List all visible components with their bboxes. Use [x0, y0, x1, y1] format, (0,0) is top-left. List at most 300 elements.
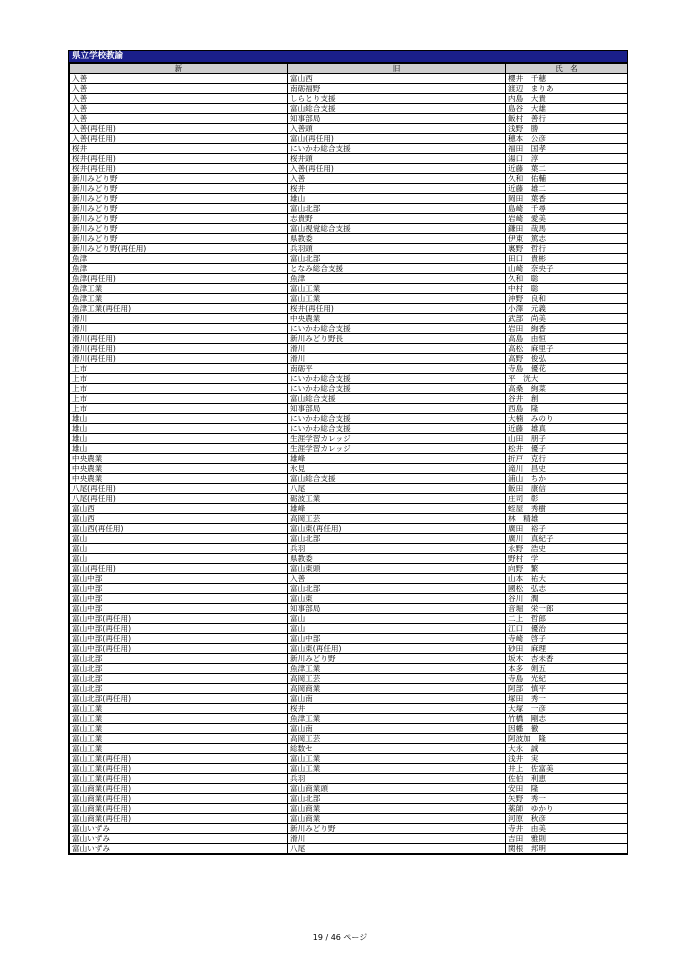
cell-person-name: 寺島 優花 — [506, 364, 628, 374]
cell-person-name: 田口 貴彬 — [506, 254, 628, 264]
cell-old-school: 富山北部 — [288, 794, 506, 804]
cell-person-name: 二上 哲郎 — [506, 614, 628, 624]
cell-new-school: 新川みどり野 — [70, 214, 288, 224]
cell-new-school: 富山中部(再任用) — [70, 624, 288, 634]
cell-person-name: 近藤 雄真 — [506, 424, 628, 434]
cell-old-school: 兵羽 — [288, 544, 506, 554]
cell-person-name: 蛭屋 秀樹 — [506, 504, 628, 514]
cell-person-name: 島谷 大雄 — [506, 104, 628, 114]
table-row — [70, 114, 628, 124]
table-row — [70, 524, 628, 534]
cell-old-school: 知事部局 — [288, 604, 506, 614]
cell-person-name: 野村 学 — [506, 554, 628, 564]
cell-new-school: 富山北部(再任用) — [70, 694, 288, 704]
cell-old-school: 知事部局 — [288, 404, 506, 414]
cell-old-school: となみ総合支援 — [288, 264, 506, 274]
cell-old-school: 生涯学習カレッジ — [288, 434, 506, 444]
table-row — [70, 234, 628, 244]
cell-new-school: 新川みどり野(再任用) — [70, 244, 288, 254]
cell-person-name: 飯村 善行 — [506, 114, 628, 124]
table-row — [70, 444, 628, 454]
cell-old-school: 桜井頭 — [288, 154, 506, 164]
cell-person-name: 裏野 哲行 — [506, 244, 628, 254]
cell-new-school: 富山(再任用) — [70, 564, 288, 574]
table-row — [70, 284, 628, 294]
table-row — [70, 574, 628, 584]
cell-old-school: 富山総合支援 — [288, 474, 506, 484]
cell-new-school: 富山北部 — [70, 674, 288, 684]
table-row — [70, 544, 628, 554]
cell-person-name: 本多 剣五 — [506, 664, 628, 674]
table-row — [70, 834, 628, 844]
cell-old-school: 富山北部 — [288, 204, 506, 214]
cell-new-school: 富山中部(再任用) — [70, 614, 288, 624]
cell-old-school: 富山 — [288, 614, 506, 624]
cell-old-school: 富山南 — [288, 694, 506, 704]
table-row — [70, 184, 628, 194]
cell-old-school: 富山北部 — [288, 534, 506, 544]
cell-person-name: 西島 隆 — [506, 404, 628, 414]
cell-person-name: 矢野 秀一 — [506, 794, 628, 804]
table-row — [70, 244, 628, 254]
cell-old-school: にいかわ総合支援 — [288, 384, 506, 394]
cell-person-name: 向野 繁 — [506, 564, 628, 574]
table-row — [70, 684, 628, 694]
cell-old-school: 富山工業 — [288, 294, 506, 304]
cell-person-name: 山崎 奈央子 — [506, 264, 628, 274]
cell-new-school: 魚津工業(再任用) — [70, 304, 288, 314]
cell-new-school: 富山工業 — [70, 734, 288, 744]
table-row — [70, 484, 628, 494]
header-new: 新 — [70, 64, 288, 74]
cell-new-school: 富山 — [70, 544, 288, 554]
cell-new-school: 富山中部 — [70, 584, 288, 594]
cell-new-school: 滑川(再任用) — [70, 354, 288, 364]
table-row — [70, 314, 628, 324]
cell-person-name: 岡田 葉香 — [506, 194, 628, 204]
cell-new-school: 富山工業(再任用) — [70, 774, 288, 784]
cell-old-school: しらとり支援 — [288, 94, 506, 104]
cell-new-school: 新川みどり野 — [70, 224, 288, 234]
cell-old-school: 雄山 — [288, 194, 506, 204]
table-row — [70, 714, 628, 724]
cell-person-name: 松井 優子 — [506, 444, 628, 454]
cell-new-school: 入善 — [70, 104, 288, 114]
cell-old-school: 富山東(再任用) — [288, 644, 506, 654]
cell-new-school: 八尾(再任用) — [70, 494, 288, 504]
cell-person-name: 坂木 杏未香 — [506, 654, 628, 664]
cell-old-school: 高岡工芸 — [288, 674, 506, 684]
cell-person-name: 鎌田 哉馬 — [506, 224, 628, 234]
cell-new-school: 新川みどり野 — [70, 204, 288, 214]
cell-new-school: 上市 — [70, 404, 288, 414]
cell-person-name: 安田 隆 — [506, 784, 628, 794]
cell-new-school: 富山商業(再任用) — [70, 814, 288, 824]
cell-old-school: 新川みどり野長 — [288, 334, 506, 344]
cell-person-name: 阿部 慎平 — [506, 684, 628, 694]
cell-person-name: 武部 尚美 — [506, 314, 628, 324]
cell-old-school: 南砺福野 — [288, 84, 506, 94]
table-row — [70, 334, 628, 344]
cell-person-name: 浅野 勝 — [506, 124, 628, 134]
cell-old-school: にいかわ総合支援 — [288, 374, 506, 384]
cell-old-school: 高岡工芸 — [288, 514, 506, 524]
cell-new-school: 桜井(再任用) — [70, 164, 288, 174]
cell-new-school: 富山 — [70, 554, 288, 564]
table-row — [70, 294, 628, 304]
cell-person-name: 竹橋 剛志 — [506, 714, 628, 724]
cell-old-school: 滑川 — [288, 344, 506, 354]
cell-old-school: にいかわ総合支援 — [288, 414, 506, 424]
cell-new-school: 富山いずみ — [70, 844, 288, 854]
cell-person-name: 穂本 公彦 — [506, 134, 628, 144]
cell-person-name: 関根 邦明 — [506, 844, 628, 854]
cell-person-name: 伊東 篤志 — [506, 234, 628, 244]
header-name: 氏 名 — [506, 64, 628, 74]
cell-person-name: 滝川 昌史 — [506, 464, 628, 474]
cell-person-name: 近藤 葉二 — [506, 164, 628, 174]
table-row — [70, 624, 628, 634]
cell-new-school: 富山中部 — [70, 604, 288, 614]
cell-new-school: 入善 — [70, 94, 288, 104]
cell-person-name: 山田 朋子 — [506, 434, 628, 444]
cell-old-school: 兵羽頭 — [288, 244, 506, 254]
cell-old-school: 高岡商業 — [288, 684, 506, 694]
table-row — [70, 804, 628, 814]
table-row — [70, 474, 628, 484]
table-row — [70, 724, 628, 734]
cell-old-school: 富山 — [288, 624, 506, 634]
cell-old-school: 志貴野 — [288, 214, 506, 224]
table-row — [70, 844, 628, 854]
cell-person-name: 飯田 康信 — [506, 484, 628, 494]
cell-person-name: 庄司 彰 — [506, 494, 628, 504]
cell-old-school: 富山東頭 — [288, 564, 506, 574]
cell-new-school: 雄山 — [70, 414, 288, 424]
cell-person-name: 久和 佑輔 — [506, 174, 628, 184]
table-row — [70, 794, 628, 804]
table-row — [70, 214, 628, 224]
cell-new-school: 雄山 — [70, 424, 288, 434]
cell-new-school: 新川みどり野 — [70, 194, 288, 204]
cell-new-school: 入善 — [70, 84, 288, 94]
cell-old-school: 富山工業 — [288, 754, 506, 764]
cell-new-school: 富山商業(再任用) — [70, 784, 288, 794]
cell-new-school: 中央農業 — [70, 454, 288, 464]
table-row — [70, 84, 628, 94]
table-row — [70, 784, 628, 794]
cell-old-school: 雄峰 — [288, 504, 506, 514]
cell-old-school: 入善頭 — [288, 124, 506, 134]
cell-old-school: 氷見 — [288, 464, 506, 474]
cell-person-name: 浦山 ちか — [506, 474, 628, 484]
cell-old-school: 富山南 — [288, 724, 506, 734]
cell-old-school: にいかわ総合支援 — [288, 424, 506, 434]
cell-person-name: 廣川 真紀子 — [506, 534, 628, 544]
cell-person-name: 浅井 実 — [506, 754, 628, 764]
table-row — [70, 654, 628, 664]
cell-person-name: 永野 浩史 — [506, 544, 628, 554]
cell-person-name: 薬師 ゆかり — [506, 804, 628, 814]
cell-old-school: 南砺平 — [288, 364, 506, 374]
table-row — [70, 94, 628, 104]
cell-old-school: 魚津 — [288, 274, 506, 284]
cell-new-school: 桜井 — [70, 144, 288, 154]
cell-person-name: 近藤 雄二 — [506, 184, 628, 194]
cell-new-school: 富山工業 — [70, 704, 288, 714]
cell-person-name: 大塚 一彦 — [506, 704, 628, 714]
cell-old-school: 桜井(再任用) — [288, 304, 506, 314]
table-row — [70, 514, 628, 524]
header-old: 旧 — [288, 64, 506, 74]
cell-new-school: 新川みどり野 — [70, 234, 288, 244]
cell-person-name: 渡辺 まりあ — [506, 84, 628, 94]
cell-new-school: 魚津工業 — [70, 294, 288, 304]
cell-new-school: 富山北部 — [70, 654, 288, 664]
table-row — [70, 264, 628, 274]
cell-old-school: 滑川 — [288, 354, 506, 364]
cell-person-name: 林 精雄 — [506, 514, 628, 524]
cell-new-school: 富山中部 — [70, 574, 288, 584]
cell-new-school: 富山 — [70, 534, 288, 544]
cell-person-name: 高野 俊弘 — [506, 354, 628, 364]
cell-new-school: 富山北部 — [70, 664, 288, 674]
cell-new-school: 魚津(再任用) — [70, 274, 288, 284]
table-row — [70, 254, 628, 264]
table-row — [70, 134, 628, 144]
cell-person-name: 岩田 絢香 — [506, 324, 628, 334]
table-row — [70, 324, 628, 334]
table-row — [70, 204, 628, 214]
cell-new-school: 桜井(再任用) — [70, 154, 288, 164]
cell-person-name: 高桑 絢菜 — [506, 384, 628, 394]
personnel-table — [69, 63, 628, 854]
table-row — [70, 414, 628, 424]
cell-old-school: 富山総合支援 — [288, 394, 506, 404]
table-body — [70, 74, 628, 854]
table-row — [70, 664, 628, 674]
table-row — [70, 744, 628, 754]
table-row — [70, 354, 628, 364]
cell-old-school: 兵羽 — [288, 774, 506, 784]
cell-old-school: 富山北部 — [288, 254, 506, 264]
table-row — [70, 344, 628, 354]
cell-old-school: 桜井 — [288, 184, 506, 194]
table-row — [70, 174, 628, 184]
table-row — [70, 124, 628, 134]
cell-old-school: 総数セ — [288, 744, 506, 754]
cell-person-name: 吉田 雅則 — [506, 834, 628, 844]
cell-old-school: 富山工業 — [288, 284, 506, 294]
table-row — [70, 274, 628, 284]
cell-old-school: 富山工業 — [288, 764, 506, 774]
cell-person-name: 井上 佐富美 — [506, 764, 628, 774]
cell-new-school: 富山工業 — [70, 724, 288, 734]
cell-person-name: 砂田 麻理 — [506, 644, 628, 654]
cell-old-school: 富山北部 — [288, 584, 506, 594]
cell-old-school: 県教委 — [288, 554, 506, 564]
cell-old-school: 入善 — [288, 174, 506, 184]
table-row — [70, 534, 628, 544]
cell-person-name: 小澤 元義 — [506, 304, 628, 314]
cell-old-school: 八尾 — [288, 484, 506, 494]
cell-new-school: 富山中部(再任用) — [70, 634, 288, 644]
cell-new-school: 富山工業(再任用) — [70, 754, 288, 764]
table-row — [70, 154, 628, 164]
cell-old-school: 富山商業頭 — [288, 784, 506, 794]
cell-old-school: 新川みどり野 — [288, 824, 506, 834]
table-row — [70, 634, 628, 644]
table-row — [70, 644, 628, 654]
cell-old-school: 富山中部 — [288, 634, 506, 644]
cell-person-name: 沖野 良和 — [506, 294, 628, 304]
table-row — [70, 464, 628, 474]
cell-person-name: 塚田 秀一 — [506, 694, 628, 704]
table-row — [70, 224, 628, 234]
cell-person-name: 谷川 潤 — [506, 594, 628, 604]
cell-old-school: 富山総合支援 — [288, 104, 506, 114]
cell-person-name: 大楠 みのり — [506, 414, 628, 424]
section-title: 県立学校教諭 — [69, 51, 627, 63]
table-row — [70, 554, 628, 564]
cell-new-school: 上市 — [70, 394, 288, 404]
cell-person-name: 高松 麻里子 — [506, 344, 628, 354]
cell-person-name: 寺井 由美 — [506, 824, 628, 834]
cell-person-name: 湯口 淳 — [506, 154, 628, 164]
cell-new-school: 上市 — [70, 374, 288, 384]
cell-old-school: 生涯学習カレッジ — [288, 444, 506, 454]
cell-person-name: 音堀 栄一郎 — [506, 604, 628, 614]
cell-old-school: 新川みどり野 — [288, 654, 506, 664]
cell-old-school: 魚津工業 — [288, 664, 506, 674]
table-row — [70, 734, 628, 744]
table-row — [70, 504, 628, 514]
cell-new-school: 富山西 — [70, 504, 288, 514]
cell-person-name: 島崎 千尋 — [506, 204, 628, 214]
table-row — [70, 364, 628, 374]
cell-new-school: 雄山 — [70, 444, 288, 454]
table-row — [70, 764, 628, 774]
cell-old-school: 高岡工芸 — [288, 734, 506, 744]
cell-new-school: 富山中部 — [70, 594, 288, 604]
cell-old-school: 富山視覚総合支援 — [288, 224, 506, 234]
table-row — [70, 754, 628, 764]
table-row — [70, 674, 628, 684]
cell-person-name: 折戸 克行 — [506, 454, 628, 464]
cell-old-school: 砺波工業 — [288, 494, 506, 504]
cell-person-name: 内島 大貴 — [506, 94, 628, 104]
cell-old-school: 桜井 — [288, 704, 506, 714]
table-row — [70, 434, 628, 444]
cell-new-school: 滑川(再任用) — [70, 344, 288, 354]
cell-old-school: にいかわ総合支援 — [288, 324, 506, 334]
cell-new-school: 富山北部 — [70, 684, 288, 694]
cell-new-school: 富山西(再任用) — [70, 524, 288, 534]
cell-new-school: 魚津 — [70, 264, 288, 274]
table-row — [70, 144, 628, 154]
cell-person-name: 谷井 創 — [506, 394, 628, 404]
cell-new-school: 魚津工業 — [70, 284, 288, 294]
cell-person-name: 久和 聡 — [506, 274, 628, 284]
cell-old-school: 富山商業 — [288, 814, 506, 824]
cell-new-school: 富山工業(再任用) — [70, 764, 288, 774]
cell-old-school: 入善(再任用) — [288, 164, 506, 174]
cell-new-school: 新川みどり野 — [70, 174, 288, 184]
cell-old-school: 雄峰 — [288, 454, 506, 464]
table-row — [70, 494, 628, 504]
table-row — [70, 454, 628, 464]
cell-new-school: 入善 — [70, 114, 288, 124]
table-row — [70, 774, 628, 784]
cell-person-name: 福田 国孝 — [506, 144, 628, 154]
cell-old-school: 入善 — [288, 574, 506, 584]
cell-old-school: 富山(再任用) — [288, 134, 506, 144]
table-row — [70, 384, 628, 394]
cell-new-school: 入善 — [70, 74, 288, 84]
cell-person-name: 平 洸大 — [506, 374, 628, 384]
table-row — [70, 304, 628, 314]
cell-old-school: 県教委 — [288, 234, 506, 244]
cell-person-name: 寺崎 啓子 — [506, 634, 628, 644]
table-row — [70, 814, 628, 824]
cell-new-school: 富山工業 — [70, 714, 288, 724]
cell-new-school: 雄山 — [70, 434, 288, 444]
table-row — [70, 694, 628, 704]
table-row — [70, 614, 628, 624]
cell-old-school: 知事部局 — [288, 114, 506, 124]
table-row — [70, 104, 628, 114]
cell-old-school: 富山東(再任用) — [288, 524, 506, 534]
cell-person-name: 大永 誠 — [506, 744, 628, 754]
cell-person-name: 寺島 光紀 — [506, 674, 628, 684]
table-row — [70, 584, 628, 594]
cell-new-school: 新川みどり野 — [70, 184, 288, 194]
table-row — [70, 564, 628, 574]
table-row — [70, 164, 628, 174]
cell-new-school: 富山いずみ — [70, 834, 288, 844]
table-row — [70, 394, 628, 404]
cell-new-school: 富山いずみ — [70, 824, 288, 834]
cell-person-name: 岩崎 愛美 — [506, 214, 628, 224]
table-row — [70, 374, 628, 384]
cell-person-name: 廣田 裕子 — [506, 524, 628, 534]
table-row — [70, 74, 628, 84]
table-row — [70, 594, 628, 604]
personnel-table-sheet — [68, 50, 628, 855]
cell-new-school: 入善(再任用) — [70, 134, 288, 144]
cell-new-school: 富山中部(再任用) — [70, 644, 288, 654]
cell-person-name: 河原 秋彦 — [506, 814, 628, 824]
table-row — [70, 704, 628, 714]
cell-old-school: 中央農業 — [288, 314, 506, 324]
cell-new-school: 富山商業(再任用) — [70, 794, 288, 804]
cell-new-school: 入善(再任用) — [70, 124, 288, 134]
table-row — [70, 424, 628, 434]
cell-person-name: 櫻井 千穂 — [506, 74, 628, 84]
cell-new-school: 富山商業(再任用) — [70, 804, 288, 814]
cell-new-school: 八尾(再任用) — [70, 484, 288, 494]
cell-new-school: 上市 — [70, 384, 288, 394]
cell-person-name: 國松 弘志 — [506, 584, 628, 594]
cell-old-school: 富山商業 — [288, 804, 506, 814]
cell-new-school: 滑川 — [70, 324, 288, 334]
cell-person-name: 因幡 徹 — [506, 724, 628, 734]
cell-old-school: 八尾 — [288, 844, 506, 854]
table-row — [70, 194, 628, 204]
cell-old-school: 富山西 — [288, 74, 506, 84]
cell-new-school: 上市 — [70, 364, 288, 374]
cell-person-name: 高島 由恒 — [506, 334, 628, 344]
